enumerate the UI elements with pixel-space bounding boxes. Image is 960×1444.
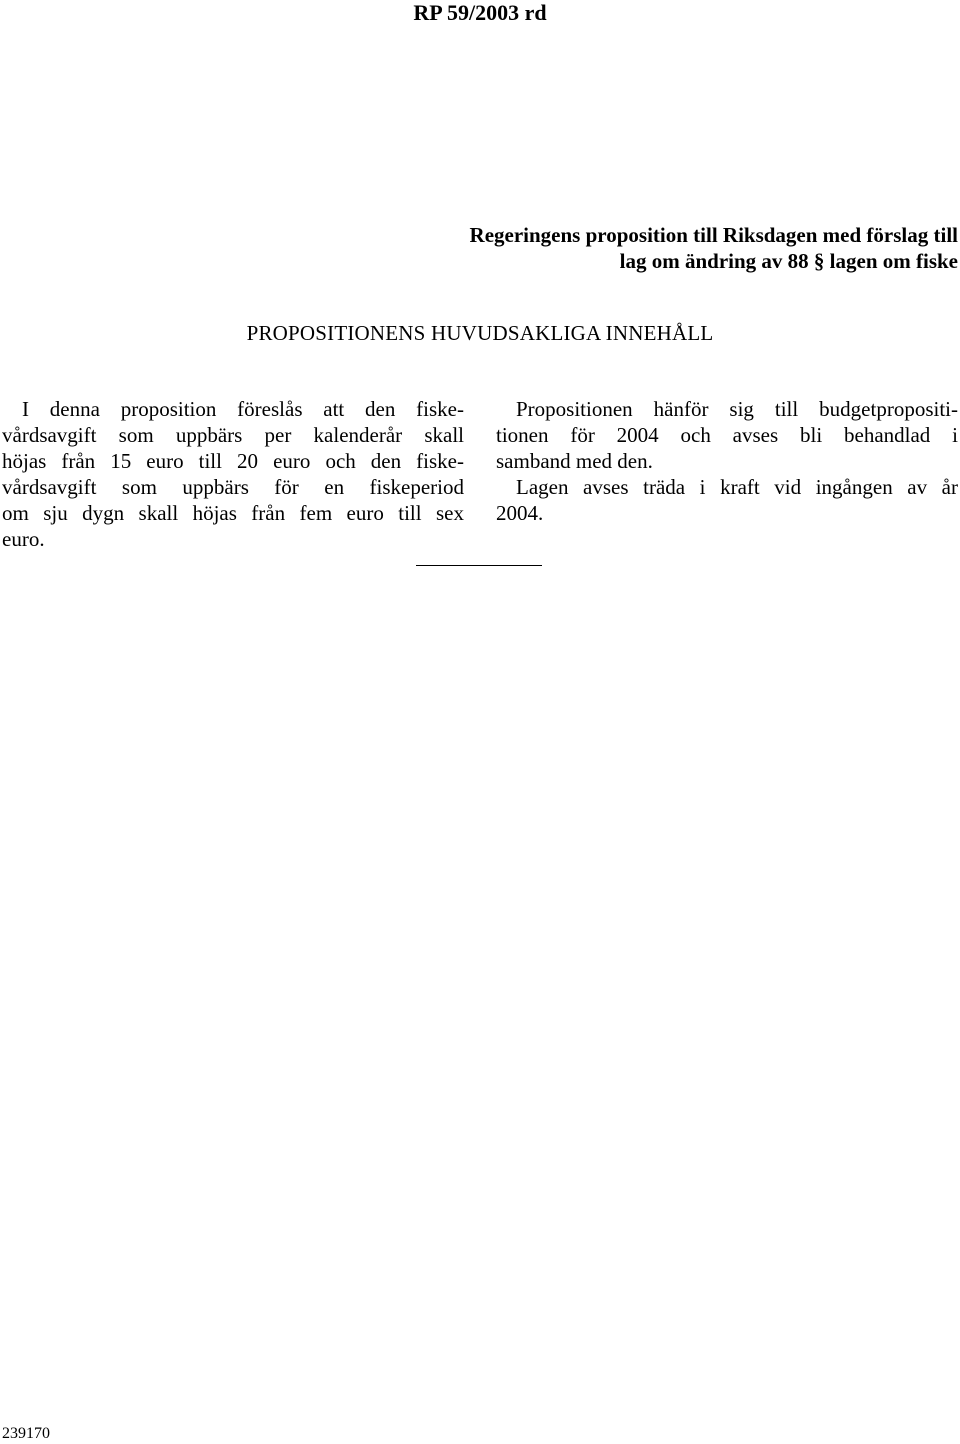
- left-column-line: I denna proposition föreslås att den fiske-: [22, 397, 464, 421]
- left-column-line: euro.: [2, 527, 45, 551]
- document-title-line: lag om ändring av 88 § lagen om fiske: [619, 249, 958, 273]
- right-column-line: 2004.: [496, 501, 544, 525]
- section-divider: [416, 565, 542, 566]
- document-title: [330, 222, 958, 274]
- right-column-line: Propositionen hänför sig till budgetpropositi-: [516, 397, 958, 421]
- left-column: [2, 396, 464, 552]
- left-column-line: vårdsavgift som uppbärs för en fiskeperiod: [2, 475, 464, 499]
- left-column-line: vårdsavgift som uppbärs per kalenderår skall: [2, 423, 464, 447]
- document-title-line: Regeringens proposition till Riksdagen med förslag till: [469, 223, 958, 247]
- left-column-line: om sju dygn skall höjas från fem euro till sex: [2, 501, 464, 525]
- right-column-line: Lagen avses träda i kraft vid ingången av år: [516, 475, 958, 499]
- footer-code: 239170: [2, 1425, 50, 1442]
- document-code: RP 59/2003 rd: [413, 0, 547, 25]
- right-column-line: samband med den.: [496, 449, 653, 473]
- left-column-line: höjas från 15 euro till 20 euro och den fiske-: [2, 449, 464, 473]
- section-heading: PROPOSITIONENS HUVUDSAKLIGA INNEHÅLL: [246, 321, 714, 345]
- right-column-line: tionen för 2004 och avses bli behandlad i: [496, 423, 958, 447]
- right-column: [496, 396, 958, 526]
